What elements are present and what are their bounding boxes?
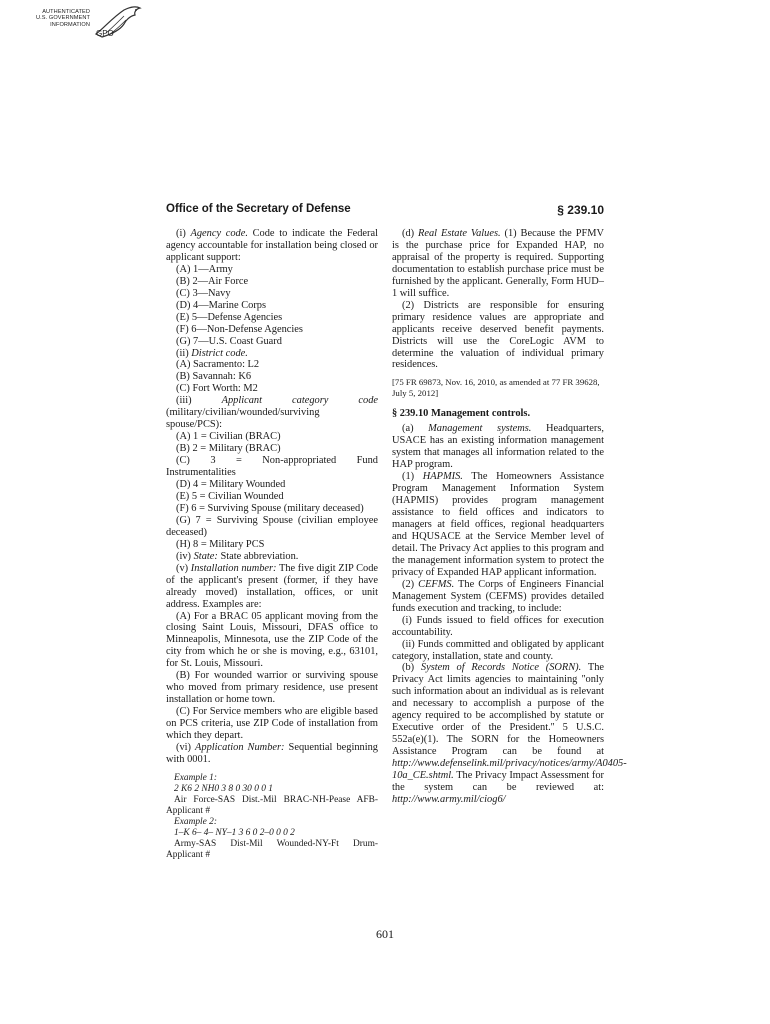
para-heading: System of Records Notice (SORN).: [420, 662, 582, 674]
example-code: 1–K 6– 4– NY–1 3 6 0 2–0 0 0 2: [174, 827, 295, 838]
para-heading: CEFMS.: [418, 578, 455, 590]
list-item: (A) 1 = Civilian (BRAC): [176, 431, 281, 443]
list-item: (G) 7 = Surviving Spouse (civilian employee deceased): [166, 514, 378, 538]
para-text: The Privacy Impact Assessment for the system can be reviewed at:: [392, 770, 604, 793]
gpo-logo-word: GPO: [96, 29, 114, 38]
example-description: Army-SAS Dist-Mil Wounded-NY-Ft Drum-Applicant #: [166, 838, 378, 860]
para-text: State abbreviation.: [217, 550, 299, 562]
list-item: (D) 4—Marine Corps: [176, 299, 267, 311]
gpo-logo-line: INFORMATION: [50, 21, 90, 28]
example-label: Example 2:: [174, 816, 217, 827]
list-item: (F) 6—Non-Defense Agencies: [176, 323, 303, 335]
paragraph-installation-number: [166, 563, 378, 611]
example-label: Example 1:: [174, 772, 217, 783]
list-item: (C) 3—Navy: [176, 287, 231, 299]
source-note: [75 FR 69873, Nov. 16, 2010, as amended at 77 FR 39628, July 5, 2012]: [392, 377, 600, 399]
para-label: (iii): [176, 395, 222, 407]
para-label: (a): [402, 423, 429, 435]
para-heading: State:: [193, 550, 218, 562]
list-item: (F) 6 = Surviving Spouse (military deceased): [176, 502, 364, 514]
paragraph-applicant-category: [166, 395, 378, 431]
para-heading: HAPMIS.: [422, 471, 463, 483]
list-item: (G) 7—U.S. Coast Guard: [176, 335, 282, 347]
para-text: The Homeowners Assistance Program Management Information System (HAPMIS) provides program management assistance to field offices and indicators to managers at field offices, regional headquarters and HQUSACE at the Service Member level of detail. The Privacy Act applies to this program and the management information system to protect the privacy of Expanded HAP applicant information.: [392, 471, 604, 578]
list-item: (E) 5 = Civilian Wounded: [176, 490, 284, 502]
paragraph-sorn: [392, 662, 627, 805]
paragraph-funds-issued: (i) Funds issued to field offices for execution accountability.: [392, 614, 604, 638]
eagle-icon: [90, 4, 144, 44]
para-label: (d): [402, 228, 419, 239]
paragraph-example-c: (C) For Service members who are eligible based on PCS criteria, use ZIP Code of installation from which they depart.: [166, 706, 378, 742]
paragraph-funds-committed: (ii) Funds committed and obligated by applicant category, installation, state and county.: [392, 638, 604, 662]
list-item: (C) 3 = Non-appropriated Fund Instrumentalities: [166, 455, 378, 479]
para-text: Sequential beginning with 0001.: [166, 741, 378, 765]
para-label: (vi): [176, 741, 196, 753]
para-label: (i): [176, 228, 191, 239]
para-label: (2): [402, 578, 419, 590]
section-title: § 239.10 Management controls.: [392, 408, 531, 420]
para-text: The Privacy Act limits agencies to maintaining ''only such information about an individual as is relevant and necessary to accomplish a purpose of the agency required to be accomplished by statute or Executive order of the President.'' 5 U.S.C. 552a(e)(1). The SORN for the Homeowners Assistance Program can be found at: [392, 662, 604, 758]
list-item: (H) 8 = Military PCS: [176, 538, 265, 550]
right-column: [392, 228, 627, 806]
list-item: (B) 2 = Military (BRAC): [176, 443, 281, 455]
para-text: The five digit ZIP Code of the applicant's present (former, if they have already moved) installation, offices, or unit address. Examples are:: [166, 562, 379, 610]
paragraph-cefms: [392, 579, 604, 615]
example-code: 2 K6 2 NH0 3 8 0 30 0 0 1: [174, 783, 273, 794]
paragraph-agency-code: [166, 228, 378, 264]
paragraph-example-b: (B) For wounded warrior or surviving spouse who moved from primary residence, use present installation or home town.: [166, 670, 378, 706]
para-text: The Corps of Engineers Financial Management System (CEFMS) provides detailed funds execution and tracking, to include:: [392, 578, 604, 614]
para-heading: Management systems.: [428, 423, 532, 435]
paragraph-real-estate-values: [392, 228, 604, 300]
paragraph-district-code: [166, 348, 378, 360]
list-item: (B) Savannah: K6: [176, 371, 252, 383]
para-heading: Real Estate Values.: [418, 228, 501, 239]
para-label: (1): [402, 471, 423, 483]
list-item: (D) 4 = Military Wounded: [176, 479, 286, 491]
paragraph-hapmis: [392, 471, 604, 579]
para-text: (military/civilian/wounded/surviving spouse/PCS):: [166, 407, 320, 431]
list-item: (C) Fort Worth: M2: [176, 383, 258, 395]
para-text: Headquarters, USACE has an existing information management system that manages all information related to the HAP program.: [392, 423, 604, 471]
privacy-assessment-url: http://www.army.mil/ciog6/: [392, 793, 506, 805]
para-label: (b): [402, 662, 421, 674]
running-head: [166, 203, 604, 219]
list-item: (A) 1—Army: [176, 263, 233, 275]
list-item: (E) 5—Defense Agencies: [176, 311, 283, 323]
sorn-url: http://www.defenselink.mil/privacy/notices/army/A0405-10a_CE.shtml.: [392, 758, 627, 782]
para-label: (iv): [176, 550, 194, 562]
para-heading: Agency code.: [190, 228, 248, 239]
example-description: Air Force-SAS Dist.-Mil BRAC-NH-Pease AFB-Applicant #: [166, 794, 378, 816]
gpo-logo-line: AUTHENTICATED: [42, 9, 90, 15]
gpo-authentication-logo: [26, 4, 144, 50]
gpo-logo-line: U.S. GOVERNMENT: [35, 15, 90, 22]
section-heading: § 239.10: [557, 203, 604, 217]
para-heading: Applicant category code: [221, 395, 379, 407]
page-number: 601: [376, 927, 394, 941]
agency-heading: Office of the Secretary of Defense: [166, 203, 351, 215]
para-label: (v): [176, 562, 191, 574]
para-heading: District code.: [191, 347, 248, 359]
paragraph-example-a: (A) For a BRAC 05 applicant moving from the closing Saint Louis, Missouri, DFAS office to Minneapolis, Minnesota, use the ZIP Code of the city from which he or she is moving, e.g., 63101, for St. Louis, Missouri.: [166, 610, 378, 670]
para-label: (ii): [176, 347, 192, 359]
gpo-logo-text: [26, 9, 90, 28]
paragraph-application-number: [166, 742, 378, 766]
para-text: Code to indicate the Federal agency accountable for installation being closed or applicant support:: [166, 228, 379, 263]
left-column: [166, 228, 378, 861]
paragraph-districts: (2) Districts are responsible for ensuring primary residence values are appropriate and applicants receive deserved benefit payments. Districts will use the CoreLogic AVM to determine the valuation of individual primary residences.: [392, 299, 604, 371]
list-item: (A) Sacramento: L2: [176, 359, 260, 371]
para-heading: Installation number:: [190, 562, 277, 574]
para-text: (1) Because the PFMV is the purchase price for Expanded HAP, no appraisal of the property is required. Supporting documentation to establish purchase price must be furnished by the applicant. Generally, Form HUD–1 will suffice.: [392, 228, 604, 299]
list-item: (B) 2—Air Force: [176, 275, 249, 287]
para-heading: Application Number:: [195, 741, 285, 753]
paragraph-management-systems: [392, 423, 604, 471]
paragraph-state: [166, 551, 378, 563]
